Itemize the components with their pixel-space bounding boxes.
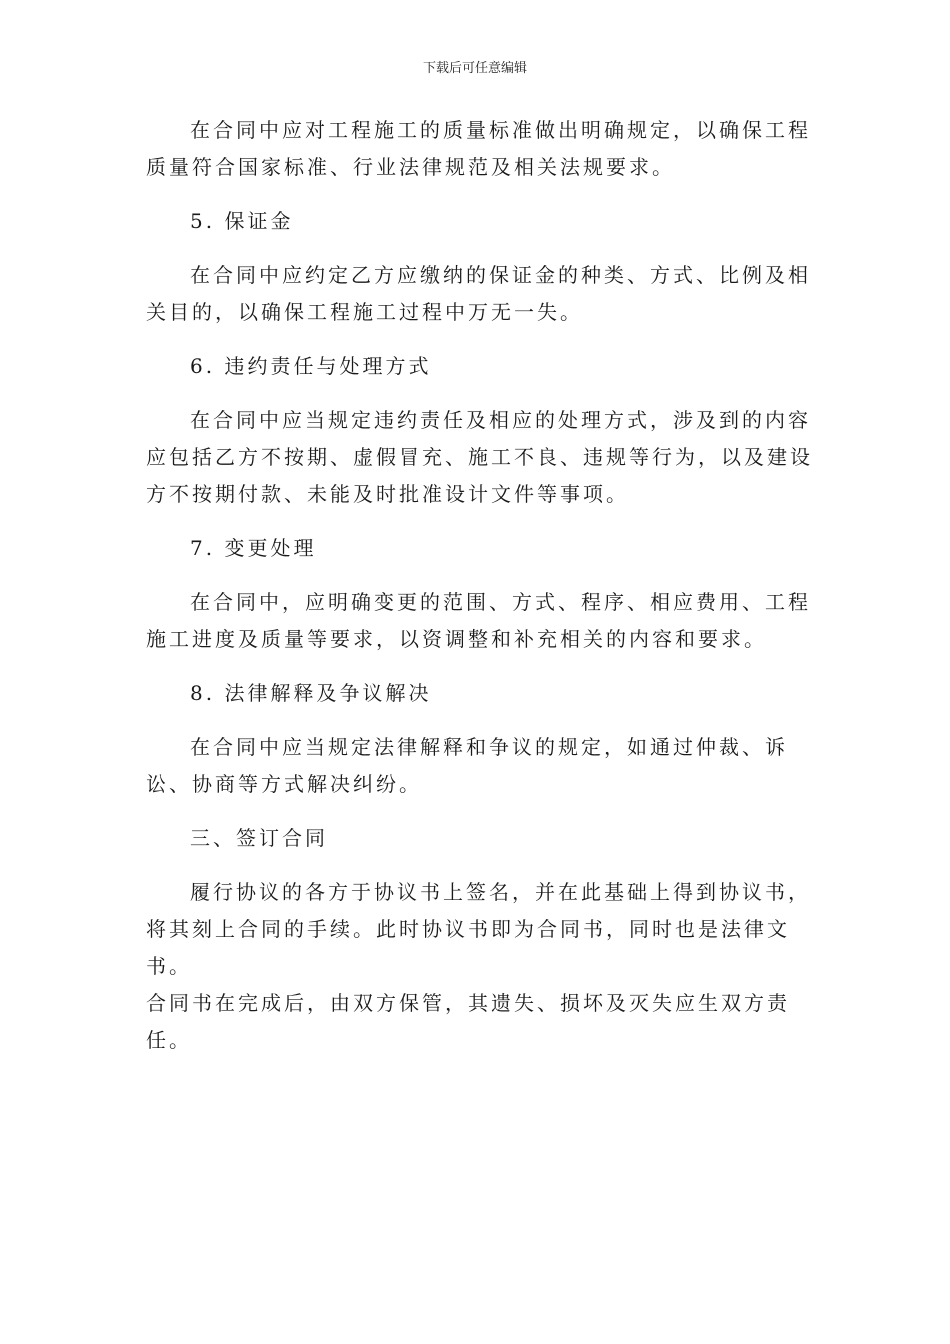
- paragraph-dispute-resolution: 在合同中应当规定法律解释和争议的规定，如通过仲裁、诉讼、协商等方式解决纠纷。: [146, 735, 788, 796]
- paragraph-quality-standard: 在合同中应对工程施工的质量标准做出明确规定，以确保工程质量符合国家标准、行业法律规范及相关法规要求。: [146, 118, 811, 179]
- heading-sign-contract: 三、签订合同: [190, 826, 328, 850]
- paragraph-breach-liability: 在合同中应当规定违约责任及相应的处理方式，涉及到的内容应包括乙方不按期、虚假冒充、施工不良、违规等行为，以及建设方不按期付款、未能及时批准设计文件等事项。: [146, 408, 813, 506]
- paragraph-sign-contract-line-1: 履行协议的各方于协议书上签名，并在此基础上得到协议书，: [190, 880, 811, 904]
- paragraph-sign-contract-line-2: 将其刻上合同的手续。此时协议书即为合同书，同时也是法律文书。: [146, 917, 790, 978]
- document-body: [146, 112, 816, 1059]
- heading-dispute-resolution: 8. 法律解释及争议解决: [190, 681, 432, 705]
- heading-deposit: 5. 保证金: [190, 209, 294, 233]
- heading-change-handling: 7. 变更处理: [190, 536, 317, 560]
- paragraph-sign-contract-line-3: 合同书在完成后，由双方保管，其遗失、损坏及灭失应生双方责任。: [146, 991, 790, 1052]
- page-header: 下载后可任意编辑: [422, 61, 527, 76]
- paragraph-deposit: 在合同中应约定乙方应缴纳的保证金的种类、方式、比例及相关目的，以确保工程施工过程中万无一失。: [146, 263, 811, 324]
- heading-breach-liability: 6. 违约责任与处理方式: [190, 354, 432, 378]
- paragraph-change-handling: 在合同中，应明确变更的范围、方式、程序、相应费用、工程施工进度及质量等要求，以资调整和补充相关的内容和要求。: [146, 590, 811, 651]
